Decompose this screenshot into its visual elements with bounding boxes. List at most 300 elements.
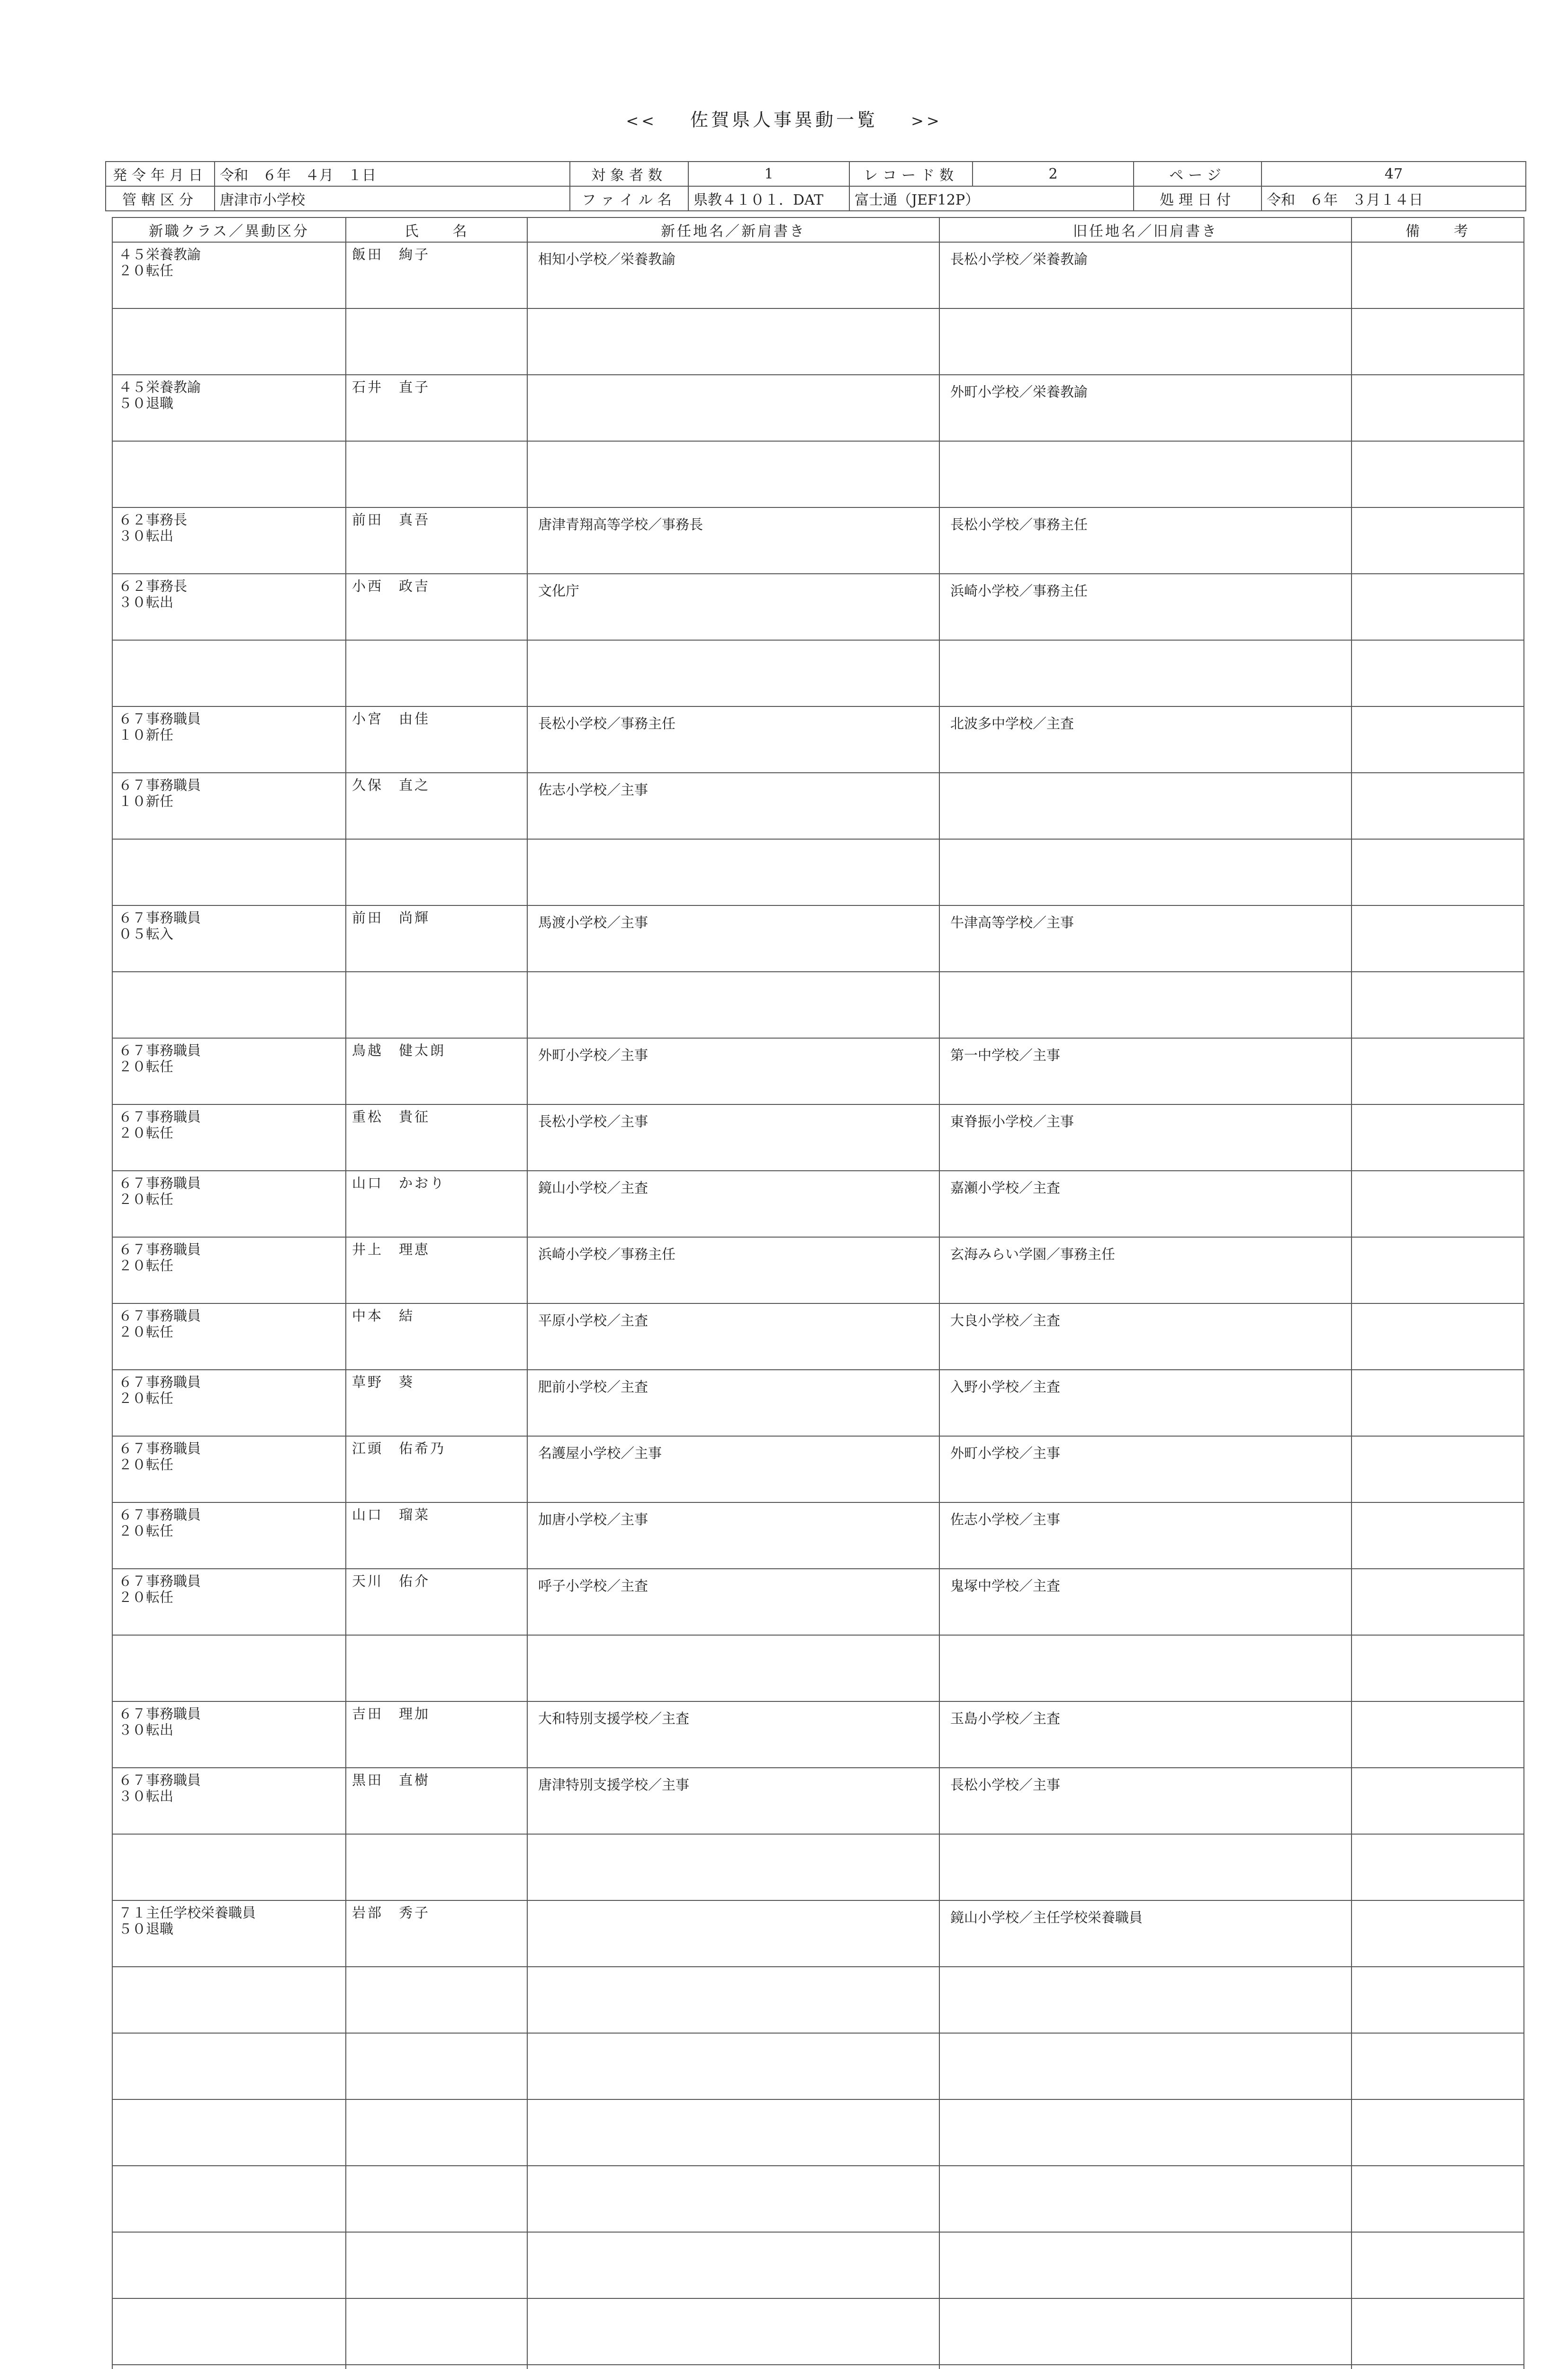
- new-post-cell: [527, 1104, 939, 1171]
- new-post-cell: [527, 441, 939, 507]
- class-cell: [112, 1569, 346, 1635]
- table-row: [112, 2166, 1524, 2232]
- person-name: 飯田 絢子: [352, 246, 431, 262]
- new-post: 加唐小学校／主事: [538, 1511, 649, 1528]
- vendor-value: 富士通（JEF12P）: [849, 186, 1134, 211]
- class-cell: [112, 1834, 346, 1900]
- position-class: ６７事務職員: [118, 1440, 201, 1456]
- count-value: 1: [688, 162, 849, 186]
- transfer-kind: ２０転任: [118, 1125, 174, 1141]
- note-cell: [1352, 507, 1524, 574]
- old-post-cell: [939, 2099, 1352, 2166]
- name-cell: [346, 1303, 527, 1370]
- transfer-kind: ２０転任: [118, 1058, 174, 1075]
- table-row: [112, 242, 1524, 308]
- position-class: ４５栄養教諭: [118, 379, 201, 395]
- table-row: [112, 1635, 1524, 1701]
- position-class: ６７事務職員: [118, 910, 201, 926]
- old-post-cell: [939, 441, 1352, 507]
- note-cell: [1352, 2365, 1524, 2369]
- old-post: 佐志小学校／主事: [950, 1511, 1061, 1528]
- meta-row-2: [106, 186, 1526, 211]
- old-post: 鏡山小学校／主任学校栄養職員: [950, 1909, 1143, 1926]
- new-post-cell: [527, 773, 939, 839]
- new-post-cell: [527, 308, 939, 375]
- new-post: 呼子小学校／主査: [538, 1578, 649, 1594]
- old-post-cell: [939, 1768, 1352, 1834]
- note-cell: [1352, 1569, 1524, 1635]
- person-name: 吉田 理加: [352, 1706, 431, 1722]
- old-post: 外町小学校／栄養教諭: [950, 384, 1088, 400]
- name-cell: [346, 2166, 527, 2232]
- transfer-kind: １０新任: [118, 793, 174, 809]
- table-row: [112, 574, 1524, 640]
- table-row: [112, 1038, 1524, 1104]
- note-cell: [1352, 1436, 1524, 1502]
- old-post-cell: [939, 1635, 1352, 1701]
- note-cell: [1352, 905, 1524, 972]
- name-cell: [346, 1768, 527, 1834]
- note-cell: [1352, 640, 1524, 706]
- name-cell: [346, 1569, 527, 1635]
- new-post: 佐志小学校／主事: [538, 782, 649, 798]
- table-row: [112, 2365, 1524, 2369]
- new-post-cell: [527, 1834, 939, 1900]
- person-name: 岩部 秀子: [352, 1905, 431, 1921]
- meta-row-1: [106, 162, 1526, 186]
- new-post: 長松小学校／主事: [538, 1113, 649, 1130]
- transfer-kind: ２０転任: [118, 1523, 174, 1539]
- position-class: ６７事務職員: [118, 711, 201, 727]
- old-post-cell: [939, 1171, 1352, 1237]
- old-post-cell: [939, 1104, 1352, 1171]
- name-cell: [346, 242, 527, 308]
- new-post-cell: [527, 1436, 939, 1502]
- note-cell: [1352, 1900, 1524, 1967]
- note-cell: [1352, 2166, 1524, 2232]
- transfer-kind: ３０転出: [118, 1788, 174, 1804]
- transfer-kind: ５０退職: [118, 1921, 174, 1937]
- name-cell: [346, 1635, 527, 1701]
- class-cell: [112, 2166, 346, 2232]
- col-header-note: 備 考: [1352, 217, 1524, 242]
- class-cell: [112, 1635, 346, 1701]
- old-post: 牛津高等学校／主事: [950, 914, 1074, 931]
- class-cell: [112, 640, 346, 706]
- new-post-cell: [527, 1967, 939, 2033]
- person-name: 石井 直子: [352, 379, 431, 395]
- table-row: [112, 640, 1524, 706]
- position-class: ６７事務職員: [118, 1374, 201, 1390]
- note-cell: [1352, 1967, 1524, 2033]
- table-row: [112, 1104, 1524, 1171]
- new-post-cell: [527, 1038, 939, 1104]
- class-cell: [112, 2033, 346, 2099]
- name-cell: [346, 1237, 527, 1303]
- new-post-cell: [527, 972, 939, 1038]
- new-post-cell: [527, 905, 939, 972]
- class-cell: [112, 1900, 346, 1967]
- person-name: 前田 真吾: [352, 512, 431, 528]
- table-row: [112, 972, 1524, 1038]
- transfer-list-table: [112, 217, 1524, 2369]
- old-post: 長松小学校／主事: [950, 1777, 1061, 1793]
- class-cell: [112, 2232, 346, 2298]
- old-post-cell: [939, 1370, 1352, 1436]
- file-label: ファイル名: [570, 186, 688, 211]
- title-left-marker: <<: [626, 112, 657, 130]
- note-cell: [1352, 1635, 1524, 1701]
- old-post-cell: [939, 574, 1352, 640]
- position-class: ６７事務職員: [118, 1308, 201, 1324]
- page-title: [0, 105, 1568, 131]
- position-class: ６２事務長: [118, 578, 188, 594]
- person-name: 山口 瑠菜: [352, 1507, 431, 1523]
- name-cell: [346, 574, 527, 640]
- name-cell: [346, 972, 527, 1038]
- transfer-kind: ２０転任: [118, 1191, 174, 1207]
- note-cell: [1352, 574, 1524, 640]
- old-post: 第一中学校／主事: [950, 1047, 1061, 1063]
- issue-date-value: 令和 ６年 ４月 １日: [215, 162, 570, 186]
- old-post: 長松小学校／栄養教諭: [950, 251, 1088, 267]
- class-cell: [112, 2365, 346, 2369]
- old-post: 玉島小学校／主査: [950, 1710, 1061, 1727]
- old-post: 鬼塚中学校／主査: [950, 1578, 1061, 1594]
- old-post-cell: [939, 839, 1352, 905]
- person-name: 天川 佑介: [352, 1573, 431, 1589]
- note-cell: [1352, 1038, 1524, 1104]
- new-post-cell: [527, 1237, 939, 1303]
- new-post-cell: [527, 1768, 939, 1834]
- transfer-kind: ２０転任: [118, 1257, 174, 1274]
- class-cell: [112, 1701, 346, 1768]
- name-cell: [346, 905, 527, 972]
- table-row: [112, 839, 1524, 905]
- class-cell: [112, 375, 346, 441]
- old-post-cell: [939, 905, 1352, 972]
- name-cell: [346, 2033, 527, 2099]
- new-post: 浜崎小学校／事務主任: [538, 1246, 676, 1262]
- new-post: 馬渡小学校／主事: [538, 914, 649, 931]
- new-post: 大和特別支援学校／主査: [538, 1710, 690, 1727]
- name-cell: [346, 1701, 527, 1768]
- new-post-cell: [527, 1635, 939, 1701]
- position-class: ４５栄養教諭: [118, 246, 201, 262]
- old-post-cell: [939, 1967, 1352, 2033]
- new-post: 肥前小学校／主査: [538, 1379, 649, 1395]
- class-cell: [112, 972, 346, 1038]
- transfer-kind: ３０転出: [118, 594, 174, 610]
- position-class: ６７事務職員: [118, 1109, 201, 1125]
- note-cell: [1352, 308, 1524, 375]
- new-post-cell: [527, 2232, 939, 2298]
- person-name: 前田 尚輝: [352, 910, 431, 926]
- jurisdiction-value: 唐津市小学校: [215, 186, 570, 211]
- old-post-cell: [939, 1569, 1352, 1635]
- new-post-cell: [527, 1171, 939, 1237]
- name-cell: [346, 1900, 527, 1967]
- note-cell: [1352, 375, 1524, 441]
- new-post-cell: [527, 706, 939, 773]
- process-date-value: 令和 ６年 ３月１４日: [1262, 186, 1526, 211]
- new-post: 相知小学校／栄養教諭: [538, 251, 676, 267]
- old-post-cell: [939, 1834, 1352, 1900]
- note-cell: [1352, 1370, 1524, 1436]
- transfer-kind: ３０転出: [118, 528, 174, 544]
- page-label: ページ: [1134, 162, 1262, 186]
- name-cell: [346, 1967, 527, 2033]
- old-post-cell: [939, 773, 1352, 839]
- class-cell: [112, 2298, 346, 2365]
- old-post-cell: [939, 507, 1352, 574]
- note-cell: [1352, 2232, 1524, 2298]
- title-text: 佐賀県人事異動一覧: [690, 109, 878, 130]
- table-row: [112, 1171, 1524, 1237]
- note-cell: [1352, 1502, 1524, 1569]
- count-label: 対象者数: [570, 162, 688, 186]
- class-cell: [112, 839, 346, 905]
- note-cell: [1352, 1701, 1524, 1768]
- note-cell: [1352, 1237, 1524, 1303]
- col-header-old: 旧任地名／旧肩書き: [939, 217, 1352, 242]
- note-cell: [1352, 706, 1524, 773]
- table-row: [112, 1502, 1524, 1569]
- name-cell: [346, 1502, 527, 1569]
- class-cell: [112, 1104, 346, 1171]
- old-post-cell: [939, 2365, 1352, 2369]
- position-class: ６７事務職員: [118, 1706, 201, 1722]
- table-row: [112, 308, 1524, 375]
- name-cell: [346, 375, 527, 441]
- table-row: [112, 2298, 1524, 2365]
- old-post-cell: [939, 1502, 1352, 1569]
- class-cell: [112, 706, 346, 773]
- new-post: 唐津特別支援学校／主事: [538, 1777, 690, 1793]
- name-cell: [346, 1436, 527, 1502]
- new-post-cell: [527, 2166, 939, 2232]
- old-post: 嘉瀬小学校／主査: [950, 1180, 1061, 1196]
- old-post: 長松小学校／事務主任: [950, 516, 1088, 533]
- old-post-cell: [939, 1701, 1352, 1768]
- person-name: 井上 理恵: [352, 1241, 431, 1257]
- position-class: ６７事務職員: [118, 777, 201, 793]
- person-name: 小西 政吉: [352, 578, 431, 594]
- position-class: ６７事務職員: [118, 1573, 201, 1589]
- old-post: 外町小学校／主事: [950, 1445, 1061, 1461]
- class-cell: [112, 905, 346, 972]
- person-name: 重松 貴征: [352, 1109, 431, 1125]
- jurisdiction-label: 管轄区分: [106, 186, 215, 211]
- transfer-kind: ２０転任: [118, 262, 174, 279]
- transfer-kind: ２０転任: [118, 1456, 174, 1473]
- name-cell: [346, 2232, 527, 2298]
- position-class: ６７事務職員: [118, 1175, 201, 1191]
- new-post-cell: [527, 1900, 939, 1967]
- class-cell: [112, 1370, 346, 1436]
- table-row: [112, 706, 1524, 773]
- table-row: [112, 773, 1524, 839]
- name-cell: [346, 507, 527, 574]
- note-cell: [1352, 2298, 1524, 2365]
- table-row: [112, 905, 1524, 972]
- name-cell: [346, 640, 527, 706]
- table-row: [112, 1701, 1524, 1768]
- note-cell: [1352, 773, 1524, 839]
- new-post-cell: [527, 242, 939, 308]
- col-header-name: 氏 名: [346, 217, 527, 242]
- transfer-kind: ５０退職: [118, 395, 174, 411]
- table-row: [112, 375, 1524, 441]
- table-row: [112, 1967, 1524, 2033]
- note-cell: [1352, 2099, 1524, 2166]
- name-cell: [346, 2365, 527, 2369]
- new-post-cell: [527, 839, 939, 905]
- transfer-kind: ２０転任: [118, 1324, 174, 1340]
- old-post-cell: [939, 242, 1352, 308]
- table-row: [112, 2033, 1524, 2099]
- class-cell: [112, 2099, 346, 2166]
- old-post-cell: [939, 706, 1352, 773]
- class-cell: [112, 308, 346, 375]
- transfer-kind: ３０転出: [118, 1722, 174, 1738]
- new-post: 文化庁: [538, 583, 580, 599]
- old-post: 北波多中学校／主査: [950, 715, 1074, 732]
- page-value: 47: [1262, 162, 1526, 186]
- new-post: 平原小学校／主査: [538, 1312, 649, 1329]
- new-post-cell: [527, 640, 939, 706]
- name-cell: [346, 706, 527, 773]
- new-post-cell: [527, 1502, 939, 1569]
- position-class: ６７事務職員: [118, 1772, 201, 1788]
- old-post-cell: [939, 2298, 1352, 2365]
- name-cell: [346, 2099, 527, 2166]
- note-cell: [1352, 1104, 1524, 1171]
- class-cell: [112, 242, 346, 308]
- new-post: 名護屋小学校／主事: [538, 1445, 662, 1461]
- old-post: 東脊振小学校／主事: [950, 1113, 1074, 1130]
- transfer-kind: １０新任: [118, 727, 174, 743]
- name-cell: [346, 1834, 527, 1900]
- old-post-cell: [939, 375, 1352, 441]
- name-cell: [346, 773, 527, 839]
- position-class: ６２事務長: [118, 512, 188, 528]
- table-row: [112, 1768, 1524, 1834]
- position-class: ７１主任学校栄養職員: [118, 1905, 256, 1921]
- column-header-row: [112, 217, 1524, 242]
- name-cell: [346, 441, 527, 507]
- header-meta-table: [105, 161, 1526, 211]
- table-row: [112, 1436, 1524, 1502]
- old-post-cell: [939, 1436, 1352, 1502]
- issue-date-label: 発令年月日: [106, 162, 215, 186]
- class-cell: [112, 1768, 346, 1834]
- table-row: [112, 1569, 1524, 1635]
- note-cell: [1352, 972, 1524, 1038]
- old-post-cell: [939, 640, 1352, 706]
- person-name: 草野 葵: [352, 1374, 415, 1390]
- class-cell: [112, 1038, 346, 1104]
- class-cell: [112, 1237, 346, 1303]
- person-name: 山口 かおり: [352, 1175, 446, 1191]
- old-post: 玄海みらい学園／事務主任: [950, 1246, 1116, 1262]
- new-post: 鏡山小学校／主査: [538, 1180, 649, 1196]
- old-post: 大良小学校／主査: [950, 1312, 1061, 1329]
- person-name: 黒田 直樹: [352, 1772, 431, 1788]
- new-post: 外町小学校／主事: [538, 1047, 649, 1063]
- title-right-marker: >>: [911, 112, 942, 130]
- new-post-cell: [527, 2099, 939, 2166]
- transfer-kind: ２０転任: [118, 1390, 174, 1406]
- new-post-cell: [527, 1370, 939, 1436]
- new-post-cell: [527, 2365, 939, 2369]
- record-label: レコード数: [849, 162, 973, 186]
- note-cell: [1352, 1171, 1524, 1237]
- old-post-cell: [939, 2033, 1352, 2099]
- old-post-cell: [939, 1900, 1352, 1967]
- note-cell: [1352, 441, 1524, 507]
- note-cell: [1352, 2033, 1524, 2099]
- new-post-cell: [527, 2298, 939, 2365]
- class-cell: [112, 441, 346, 507]
- note-cell: [1352, 1768, 1524, 1834]
- new-post-cell: [527, 507, 939, 574]
- new-post: 唐津青翔高等学校／事務長: [538, 516, 703, 533]
- table-row: [112, 2232, 1524, 2298]
- position-class: ６７事務職員: [118, 1507, 201, 1523]
- table-row: [112, 1303, 1524, 1370]
- person-name: 小宮 由佳: [352, 711, 431, 727]
- note-cell: [1352, 839, 1524, 905]
- old-post-cell: [939, 308, 1352, 375]
- table-row: [112, 507, 1524, 574]
- name-cell: [346, 839, 527, 905]
- record-value: 2: [973, 162, 1134, 186]
- table-row: [112, 1834, 1524, 1900]
- new-post-cell: [527, 1701, 939, 1768]
- person-name: 久保 直之: [352, 777, 431, 793]
- table-row: [112, 1900, 1524, 1967]
- class-cell: [112, 1171, 346, 1237]
- transfer-kind: ２０転任: [118, 1589, 174, 1605]
- class-cell: [112, 507, 346, 574]
- new-post-cell: [527, 2033, 939, 2099]
- person-name: 中本 結: [352, 1308, 415, 1324]
- new-post-cell: [527, 375, 939, 441]
- old-post-cell: [939, 1303, 1352, 1370]
- old-post-cell: [939, 1038, 1352, 1104]
- position-class: ６７事務職員: [118, 1241, 201, 1257]
- file-value: 県教４１０１．DAT: [688, 186, 849, 211]
- note-cell: [1352, 1834, 1524, 1900]
- name-cell: [346, 1370, 527, 1436]
- new-post-cell: [527, 1569, 939, 1635]
- table-row: [112, 1370, 1524, 1436]
- old-post: 入野小学校／主査: [950, 1379, 1061, 1395]
- new-post-cell: [527, 574, 939, 640]
- class-cell: [112, 773, 346, 839]
- table-row: [112, 2099, 1524, 2166]
- note-cell: [1352, 242, 1524, 308]
- class-cell: [112, 1967, 346, 2033]
- col-header-class: 新職クラス／異動区分: [112, 217, 346, 242]
- table-row: [112, 1237, 1524, 1303]
- class-cell: [112, 1502, 346, 1569]
- class-cell: [112, 574, 346, 640]
- note-cell: [1352, 1303, 1524, 1370]
- name-cell: [346, 308, 527, 375]
- old-post-cell: [939, 1237, 1352, 1303]
